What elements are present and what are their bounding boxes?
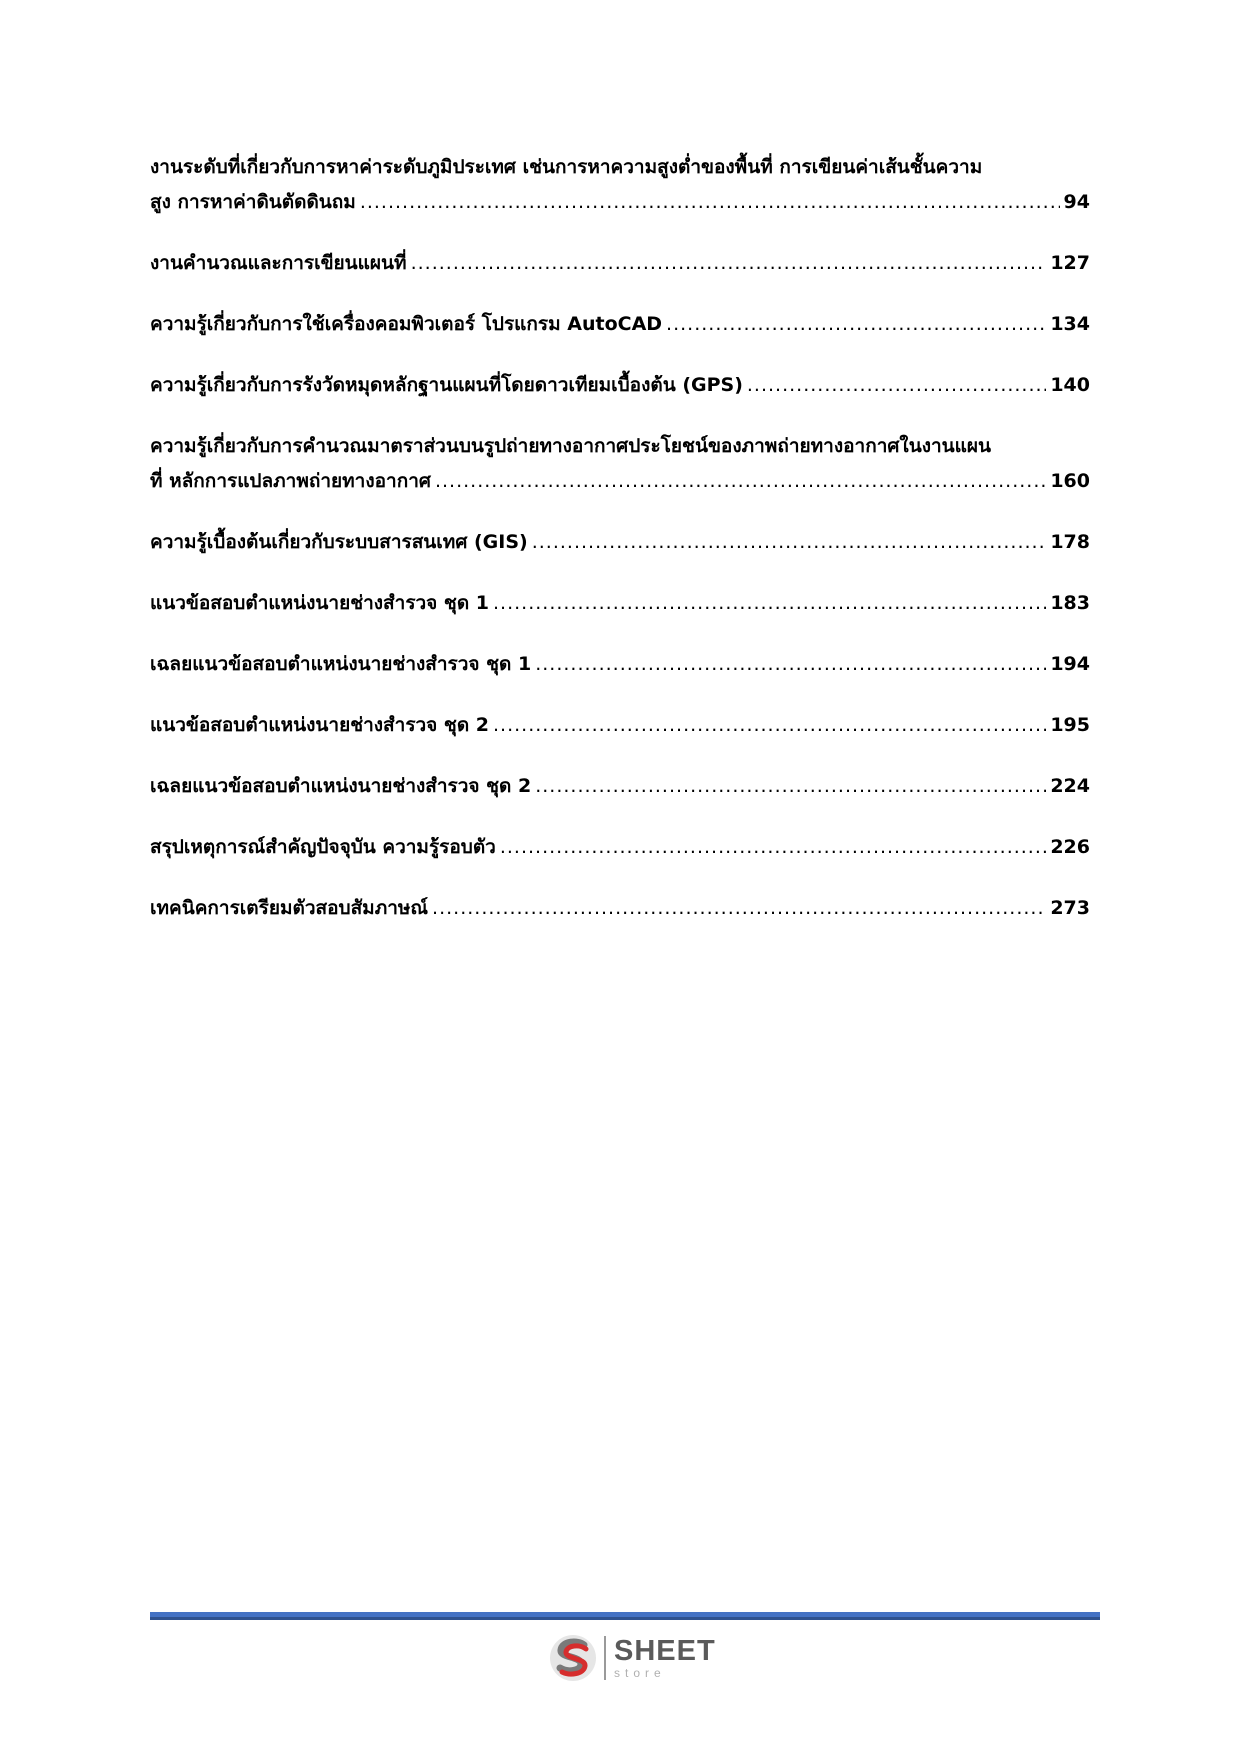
toc-entry[interactable] — [150, 150, 1090, 220]
toc-entry-page: 178 — [1050, 531, 1090, 553]
logo-brand: SHEET — [614, 1635, 716, 1667]
toc-entry-page: 226 — [1050, 836, 1090, 858]
dot-leader — [747, 368, 1046, 403]
toc-entry-page: 127 — [1050, 252, 1090, 274]
dot-leader — [411, 246, 1047, 281]
footer-divider — [150, 1612, 1100, 1620]
toc-entry[interactable] — [150, 307, 1090, 342]
toc-entry-title: แนวข้อสอบตำแหน่งนายช่างสำรวจ ชุด 1 — [150, 592, 490, 614]
dot-leader — [666, 307, 1046, 342]
toc-entry-title: เทคนิคการเตรียมตัวสอบสัมภาษณ์ — [150, 897, 429, 919]
logo-divider — [604, 1636, 606, 1680]
toc-entry-page: 134 — [1050, 313, 1090, 335]
toc-entry-page: 183 — [1050, 592, 1090, 614]
dot-leader — [360, 185, 1060, 220]
dot-leader — [532, 525, 1047, 560]
dot-leader — [535, 647, 1046, 682]
toc-entry-page: 224 — [1050, 775, 1090, 797]
toc-entry-page: 194 — [1050, 653, 1090, 675]
toc-entry-page: 94 — [1063, 191, 1090, 213]
toc-entry-title: สูง การหาค่าดินตัดดินถม — [150, 191, 356, 213]
toc-entry-title: ความรู้เกี่ยวกับการรังวัดหมุดหลักฐานแผนที่โดยดาวเทียมเบื้องต้น (GPS) — [150, 374, 743, 396]
dot-leader — [435, 464, 1046, 499]
toc-entry[interactable] — [150, 891, 1090, 926]
toc-entry-page: 195 — [1050, 714, 1090, 736]
toc-entry-title: สรุปเหตุการณ์สำคัญปัจจุบัน ความรู้รอบตัว — [150, 836, 496, 858]
toc-entry[interactable] — [150, 647, 1090, 682]
toc-entry-title: ความรู้เกี่ยวกับการใช้เครื่องคอมพิวเตอร์ โปรแกรม AutoCAD — [150, 313, 663, 335]
dot-leader — [500, 830, 1046, 865]
toc-entry[interactable] — [150, 246, 1090, 281]
toc-entry-page: 273 — [1050, 897, 1090, 919]
dot-leader — [432, 891, 1046, 926]
dot-leader — [535, 769, 1046, 804]
toc-entry[interactable] — [150, 429, 1090, 499]
toc-entry[interactable] — [150, 830, 1090, 865]
toc-entry-title: เฉลยแนวข้อสอบตำแหน่งนายช่างสำรวจ ชุด 1 — [150, 653, 532, 675]
toc-entry-title-line1: งานระดับที่เกี่ยวกับการหาค่าระดับภูมิประเทศ เช่นการหาความสูงต่ำของพื้นที่ การเขียนค่าเส้นชั้นความ — [150, 156, 983, 178]
toc-entry[interactable] — [150, 769, 1090, 804]
toc-entry[interactable] — [150, 586, 1090, 621]
dot-leader — [493, 708, 1046, 743]
dot-leader — [493, 586, 1046, 621]
toc-entry[interactable] — [150, 708, 1090, 743]
toc-entry[interactable] — [150, 525, 1090, 560]
toc-entry-page: 140 — [1050, 374, 1090, 396]
logo-subtext: store — [614, 1666, 666, 1680]
toc-entry-title-line1: ความรู้เกี่ยวกับการคำนวณมาตราส่วนบนรูปถ่ายทางอากาศประโยชน์ของภาพถ่ายทางอากาศในงานแผน — [150, 435, 991, 457]
logo-wordmark — [614, 1637, 716, 1679]
sheet-store-s-logo-icon — [548, 1633, 598, 1683]
toc-entry-title: เฉลยแนวข้อสอบตำแหน่งนายช่างสำรวจ ชุด 2 — [150, 775, 532, 797]
footer-logo — [548, 1632, 716, 1684]
toc-entry[interactable] — [150, 368, 1090, 403]
toc-entry-title: ความรู้เบื้องต้นเกี่ยวกับระบบสารสนเทศ (GIS) — [150, 531, 528, 553]
toc-entry-title: งานคำนวณและการเขียนแผนที่ — [150, 252, 407, 274]
toc-entry-page: 160 — [1050, 470, 1090, 492]
toc-entry-title: ที่ หลักการแปลภาพถ่ายทางอากาศ — [150, 470, 431, 492]
toc-entry-title: แนวข้อสอบตำแหน่งนายช่างสำรวจ ชุด 2 — [150, 714, 490, 736]
table-of-contents — [150, 150, 1090, 952]
